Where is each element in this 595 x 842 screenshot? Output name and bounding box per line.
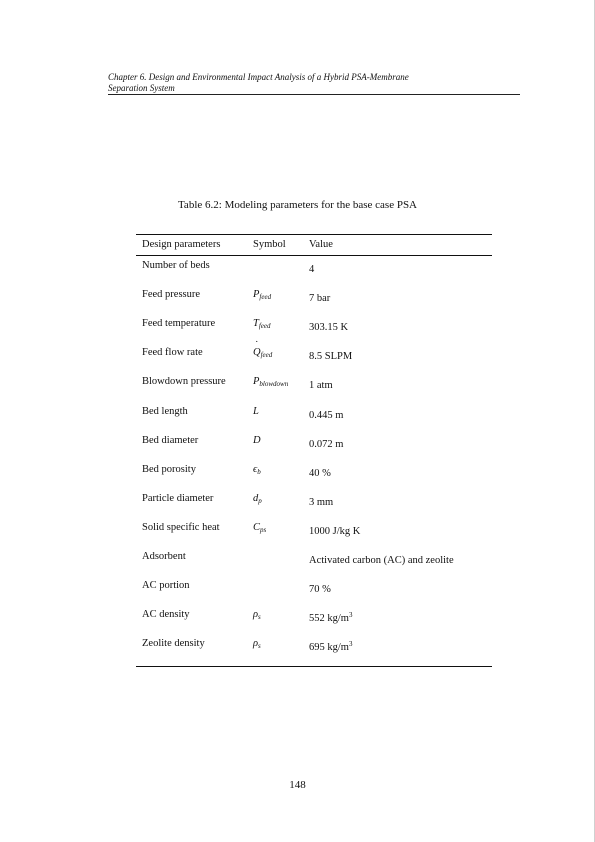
- symbol-base: P: [253, 289, 260, 300]
- table-cell-value: [309, 638, 352, 654]
- value-superscript: 3: [348, 640, 353, 648]
- table-cell-value: [309, 435, 343, 451]
- table-cell-parameter: AC portion: [142, 580, 190, 591]
- value-text: 695 kg/m: [309, 642, 349, 653]
- symbol-base: C: [253, 522, 261, 533]
- symbol-base: T: [253, 318, 259, 329]
- column-header-symbol: Symbol: [253, 239, 286, 250]
- symbol-base: L: [253, 406, 259, 417]
- table-cell-parameter: AC density: [142, 609, 190, 620]
- header-rule: [108, 94, 520, 95]
- value-text: 40 %: [309, 468, 331, 479]
- table-cell-symbol: [253, 493, 262, 507]
- symbol-subscript: feed: [259, 293, 272, 301]
- table-cell-value: [309, 551, 454, 567]
- table-cell-parameter: Solid specific heat: [142, 522, 220, 533]
- table-cell-parameter: Feed pressure: [142, 289, 201, 300]
- value-text: 3 mm: [309, 497, 334, 508]
- table-cell-symbol: [253, 318, 271, 332]
- column-header-value: Value: [309, 239, 333, 250]
- symbol-base: ρ: [253, 638, 259, 649]
- value-text: 552 kg/m: [309, 613, 349, 624]
- table-cell-symbol: [253, 522, 266, 536]
- column-header-parameter: Design parameters: [142, 239, 221, 250]
- value-text: 0.445 m: [309, 410, 344, 421]
- table-cell-value: [309, 406, 343, 422]
- symbol-subscript: ps: [260, 526, 267, 534]
- table-cell-symbol: [253, 435, 261, 449]
- symbol-base: d: [253, 493, 259, 504]
- symbol-base: ϵ: [253, 464, 258, 475]
- running-header-line-2: Separation System: [108, 83, 175, 93]
- symbol-subscript: blowdown: [259, 380, 289, 388]
- symbol-subscript: b: [257, 468, 261, 476]
- value-text: 1000 J/kg K: [309, 526, 361, 537]
- table-cell-symbol: [253, 609, 261, 623]
- table-cell-symbol: [253, 347, 272, 361]
- running-header: [108, 72, 520, 94]
- value-text: Activated carbon (AC) and zeolite: [309, 555, 454, 566]
- table-cell-parameter: Feed flow rate: [142, 347, 203, 358]
- table-cell-symbol: [253, 464, 261, 478]
- table-cell-parameter: Bed porosity: [142, 464, 196, 475]
- table-cell-parameter: Particle diameter: [142, 493, 214, 504]
- symbol-subscript: s: [258, 642, 261, 650]
- symbol-base: ˙ Q: [253, 347, 261, 359]
- table-cell-parameter: Blowdown pressure: [142, 376, 226, 387]
- table-cell-value: [309, 493, 333, 509]
- table-cell-symbol: [253, 638, 261, 652]
- symbol-subscript: feed: [258, 322, 271, 330]
- table-cell-parameter: Bed length: [142, 406, 188, 417]
- table-cell-parameter: Number of beds: [142, 260, 210, 271]
- table-cell-value: [309, 289, 330, 305]
- table-cell-symbol: [253, 406, 259, 420]
- table-cell-value: [309, 376, 333, 392]
- symbol-subscript: p: [258, 497, 262, 505]
- symbol-base: D: [253, 435, 261, 446]
- value-text: 8.5 SLPM: [309, 351, 353, 362]
- value-superscript: 3: [348, 611, 353, 619]
- table-cell-value: [309, 260, 314, 276]
- table-cell-parameter: Zeolite density: [142, 638, 205, 649]
- symbol-subscript: feed: [260, 351, 273, 359]
- symbol-subscript: s: [258, 613, 261, 621]
- symbol-base: ρ: [253, 609, 259, 620]
- table-header-rule: [136, 255, 492, 256]
- table-cell-symbol: [253, 289, 271, 303]
- symbol-base: P: [253, 376, 260, 387]
- table-cell-value: [309, 609, 352, 625]
- table-cell-value: [309, 347, 352, 363]
- running-header-line-1: Chapter 6. Design and Environmental Impact Analysis of a Hybrid PSA-Membrane: [108, 72, 409, 82]
- value-text: 0.072 m: [309, 439, 344, 450]
- table-cell-parameter: Bed diameter: [142, 435, 199, 446]
- table-cell-parameter: Adsorbent: [142, 551, 186, 562]
- page-number: 148: [289, 779, 306, 791]
- table-caption: Table 6.2: Modeling parameters for the base case PSA: [177, 199, 418, 211]
- table-cell-value: [309, 318, 348, 334]
- table-cell-value: [309, 580, 331, 596]
- value-text: 303.15 K: [309, 322, 349, 333]
- table-bottom-rule: [136, 666, 492, 667]
- table-cell-symbol: [253, 376, 288, 390]
- value-text: 4: [309, 264, 315, 275]
- table-cell-value: [309, 522, 360, 538]
- table-cell-value: [309, 464, 331, 480]
- value-text: 70 %: [309, 584, 331, 595]
- table-top-rule: [136, 234, 492, 235]
- table-cell-parameter: Feed temperature: [142, 318, 216, 329]
- value-text: 1 atm: [309, 380, 333, 391]
- value-text: 7 bar: [309, 293, 331, 304]
